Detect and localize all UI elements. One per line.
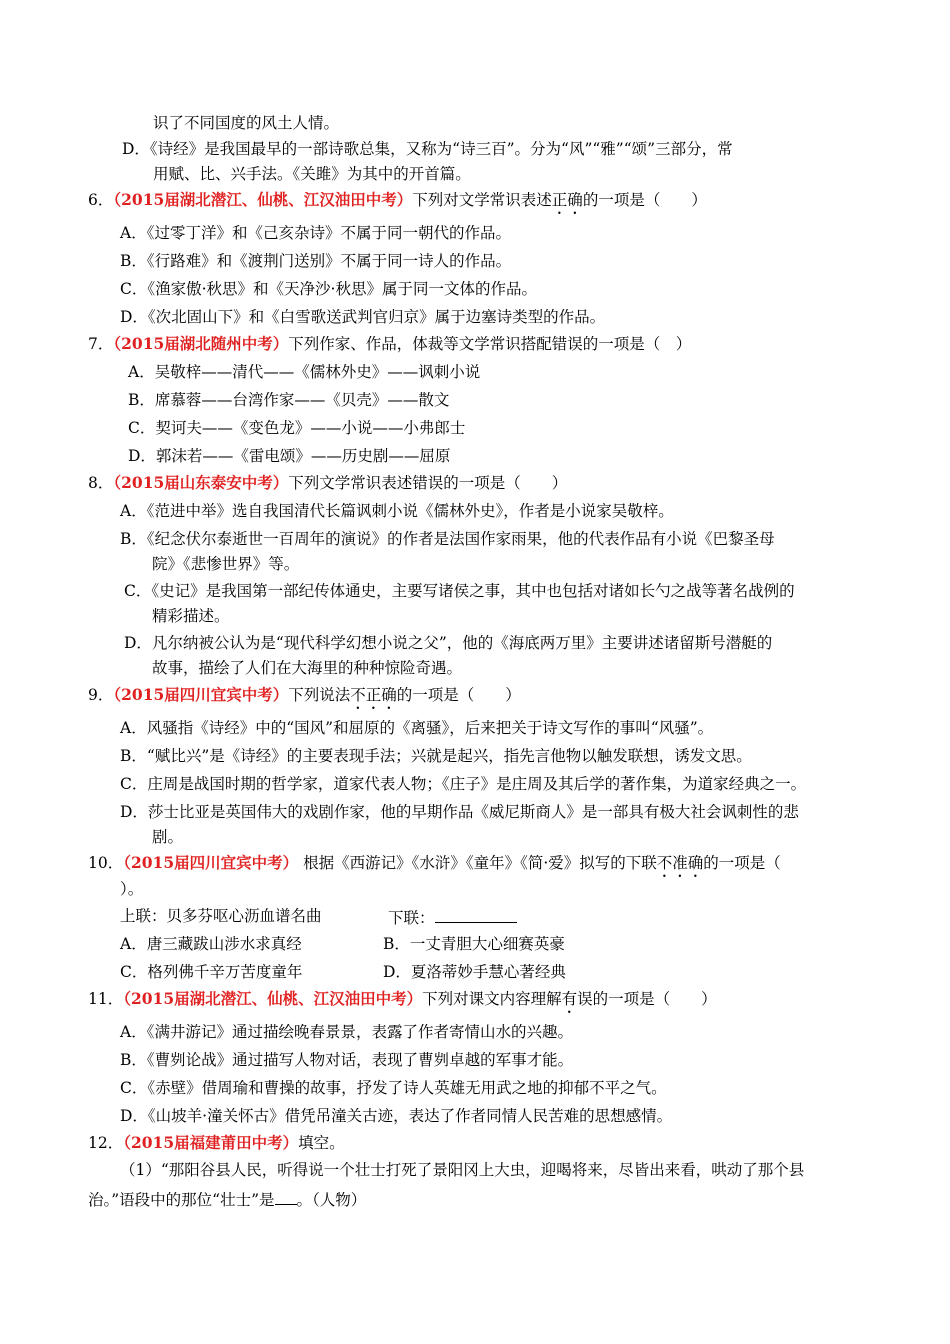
q6-option-d: D．《次北固山下》和《白雪歌送武判官归京》属于边塞诗类型的作品。 xyxy=(120,308,606,326)
q7-option-a: A．吴敬梓——清代——《儒林外史》——讽刺小说 xyxy=(128,363,481,381)
q11-stem: 11．（2015届湖北潜江、仙桃、江汉油田中考）下列对课文内容理解有误的一项是（ ） xyxy=(88,989,717,1008)
q7-option-c: C．契诃夫——《变色龙》——小说——小弗郎士 xyxy=(128,419,466,437)
q9-option-d-line1: D．莎士比亚是英国伟大的戏剧作家，他的早期作品《威尼斯商人》是一部具有极大社会讽刺性的悲 xyxy=(120,803,799,821)
q10-upper-couplet: 上联：贝多芬呕心沥血谱名曲 xyxy=(120,907,322,925)
q12-answer-blank[interactable] xyxy=(275,1188,297,1205)
q11-emphasis: 有 xyxy=(561,990,578,1008)
q8-option-c-line2: 精彩描述。 xyxy=(152,607,230,625)
q10-lower-couplet: 下联： xyxy=(388,906,517,928)
q8-source: （2015届山东泰安中考） xyxy=(113,473,289,492)
q8-option-b-line1: B．《纪念伏尔泰逝世一百周年的演说》的作者是法国作家雨果，他的代表作品有小说《巴黎圣母 xyxy=(120,530,775,548)
q5-option-d-line1: D．《诗经》是我国最早的一部诗歌总集，又称为“诗三百”。分为“风”“雅”“颂”三部分，常 xyxy=(122,140,733,158)
q11-option-d: D．《山坡羊·潼关怀古》借凭吊潼关古迹，表达了作者同情人民苦难的思想感情。 xyxy=(120,1107,673,1125)
q7-stem: 7．（2015届湖北随州中考）下列作家、作品，体裁等文学常识搭配错误的一项是（ ） xyxy=(88,334,692,353)
q10-stem-cont: ）。 xyxy=(120,880,144,898)
q10-option-a: A．唐三藏跋山涉水求真经 xyxy=(120,935,302,953)
q8-option-a: A．《范进中举》选自我国清代长篇讽刺小说《儒林外史》，作者是小说家吴敬梓。 xyxy=(120,502,674,520)
q6-option-b: B．《行路难》和《渡荆门送别》不属于同一诗人的作品。 xyxy=(120,252,512,270)
q8-stem: 8．（2015届山东泰安中考）下列文学常识表述错误的一项是（ ） xyxy=(88,473,568,492)
q6-source: （2015届湖北潜江、仙桃、江汉油田中考） xyxy=(113,190,413,209)
q9-emphasis: 不正确 xyxy=(350,686,397,704)
q10-stem: 10．（2015届四川宜宾中考） 根据《西游记》《水浒》《童年》《简·爱》拟写的下联不准确的一项是（ xyxy=(88,853,781,872)
q9-option-b: B．“赋比兴”是《诗经》的主要表现手法；兴就是起兴，指先言他物以触发联想，诱发文思。 xyxy=(120,747,752,765)
q12-part1-line1: （1）“那阳谷县人民，听得说一个壮士打死了景阳冈上大虫，迎喝将来，尽皆出来看，哄动了那个县 xyxy=(120,1161,805,1179)
q7-option-b: B．席慕蓉——台湾作家——《贝壳》——散文 xyxy=(128,391,450,409)
q8-option-d-line1: D．凡尔纳被公认为是“现代科学幻想小说之父”，他的《海底两万里》主要讲述诸留斯号潜艇的 xyxy=(124,634,773,652)
q9-stem: 9．（2015届四川宜宾中考）下列说法不正确的一项是（ ） xyxy=(88,685,521,704)
q9-source: （2015届四川宜宾中考） xyxy=(113,685,289,704)
q10-option-c: C．格列佛千辛万苦度童年 xyxy=(120,963,303,981)
q9-option-a: A．风骚指《诗经》中的“国风”和屈原的《离骚》，后来把关于诗文写作的事叫“风骚”。 xyxy=(120,719,714,737)
q12-source: （2015届福建莆田中考） xyxy=(123,1133,299,1152)
q10-answer-blank[interactable] xyxy=(435,906,517,923)
q11-option-b: B．《曹刿论战》通过描写人物对话，表现了曹刿卓越的军事才能。 xyxy=(120,1051,574,1069)
q5-option-d-line2: 用赋、比、兴手法。《关雎》为其中的开首篇。 xyxy=(153,165,471,183)
q8-option-b-line2: 院》《悲惨世界》等。 xyxy=(152,555,300,573)
q6-emphasis: 正确 xyxy=(551,191,583,209)
q9-option-c: C．庄周是战国时期的哲学家，道家代表人物；《庄子》是庄周及其后学的著作集，为道家经典之一。 xyxy=(120,775,807,793)
q11-option-c: C．《赤壁》借周瑜和曹操的故事，抒发了诗人英雄无用武之地的抑郁不平之气。 xyxy=(120,1079,667,1097)
q10-option-d: D．夏洛蒂妙手慧心著经典 xyxy=(383,963,566,981)
q6-option-a: A．《过零丁洋》和《己亥杂诗》不属于同一朝代的作品。 xyxy=(120,224,511,242)
q12-part1-line2: 治。”语段中的那位“壮士”是 。（人物） xyxy=(88,1188,366,1210)
q5-option-c-continuation: 识了不同国度的风土人情。 xyxy=(153,114,340,132)
q12-stem: 12．（2015届福建莆田中考）填空。 xyxy=(88,1133,345,1152)
q7-source: （2015届湖北随州中考） xyxy=(113,334,289,353)
q9-option-d-line2: 剧。 xyxy=(152,828,184,846)
q8-option-d-line2: 故事，描绘了人们在大海里的种种惊险奇遇。 xyxy=(152,659,463,677)
q6-stem: 6．（2015届湖北潜江、仙桃、江汉油田中考）下列对文学常识表述正确的一项是（ ） xyxy=(88,190,707,209)
q8-option-c-line1: C．《史记》是我国第一部纪传体通史，主要写诸侯之事，其中也包括对诸如长勺之战等著名战例的 xyxy=(124,582,795,600)
q10-emphasis: 不准确 xyxy=(656,854,704,872)
q10-source: （2015届四川宜宾中考） xyxy=(123,853,299,872)
q11-option-a: A．《满井游记》通过描绘晚春景景，表露了作者寄情山水的兴趣。 xyxy=(120,1023,573,1041)
q7-option-d: D．郭沫若——《雷电颂》——历史剧——屈原 xyxy=(128,447,451,465)
q10-option-b: B．一丈青胆大心细赛英豪 xyxy=(383,935,565,953)
q11-source: （2015届湖北潜江、仙桃、江汉油田中考） xyxy=(123,989,423,1008)
q6-option-c: C．《渔家傲·秋思》和《天净沙·秋思》属于同一文体的作品。 xyxy=(120,280,537,298)
